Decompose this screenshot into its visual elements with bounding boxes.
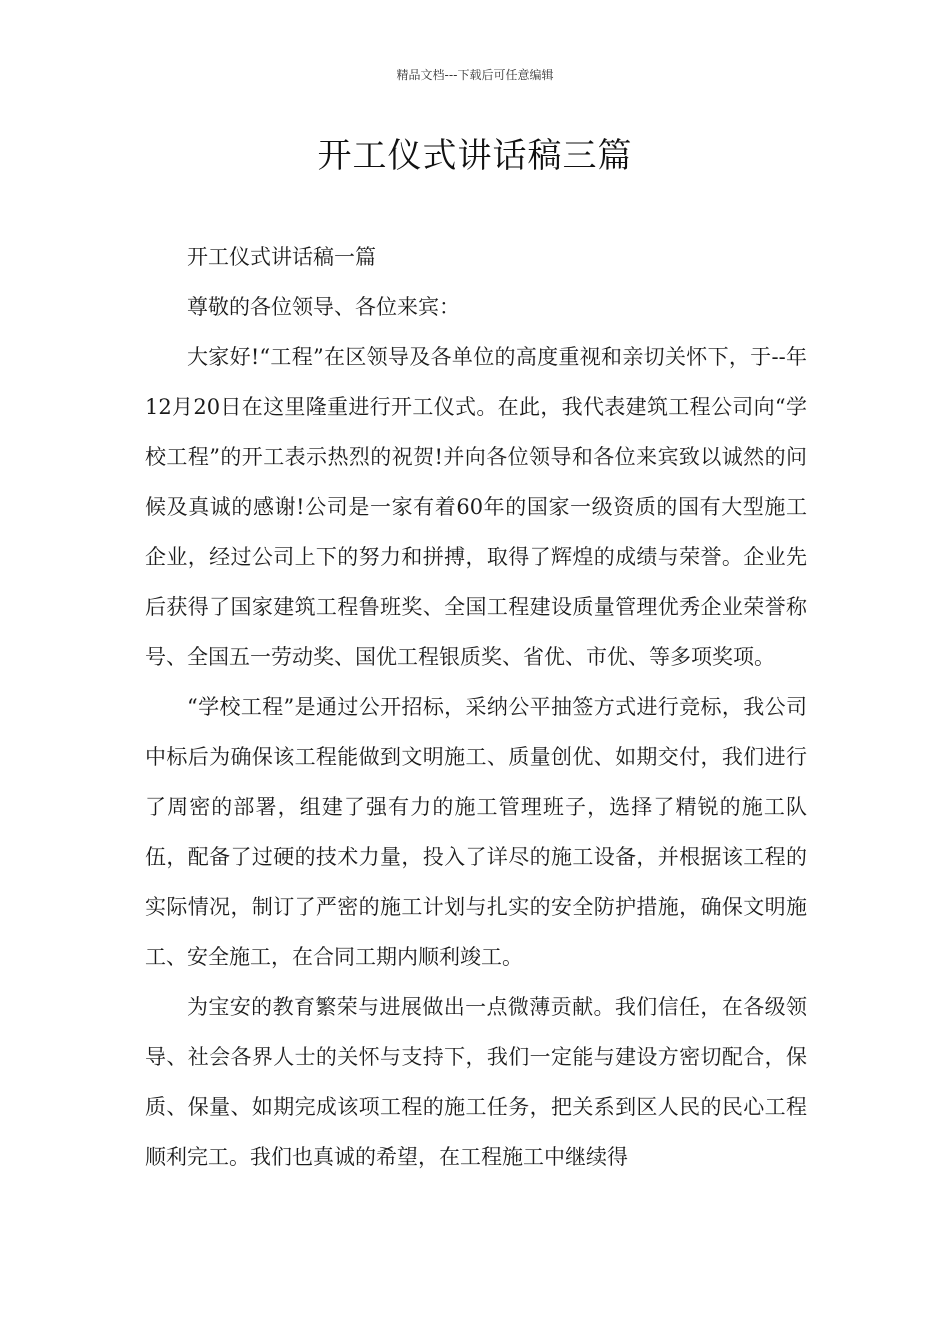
paragraph: 为宝安的教育繁荣与进展做出一点微薄贡献。我们信任，在各级领导、社会各界人士的关怀与支持下，我们一定能与建设方密切配合，保质、保量、如期完成该项工程的施工任务，把关系到区人民的民心工程顺利完工。我们也真诚的希望，在工程施工中继续得 [145,995,807,1169]
section-heading: 开工仪式讲话稿一篇 [187,245,376,269]
document-title: 开工仪式讲话稿三篇 [317,136,633,176]
header-note: 精品文档---下载后可任意编辑 [396,68,554,82]
document-body [145,232,807,1182]
paragraph: “学校工程”是通过公开招标，采纳公平抽签方式进行竞标，我公司中标后为确保该工程能做到文明施工、质量创优、如期交付，我们进行了周密的部署，组建了强有力的施工管理班子，选择了精锐的施工队伍，配备了过硬的技术力量，投入了详尽的施工设备，并根据该工程的实际情况，制订了严密的施工计划与扎实的安全防护措施，确保文明施工、安全施工，在合同工期内顺利竣工。 [145,695,807,969]
paragraph: 大家好!“工程”在区领导及各单位的高度重视和亲切关怀下，于--年12月20日在这里隆重进行开工仪式。在此，我代表建筑工程公司向“学校工程”的开工表示热烈的祝贺!并向各位领导和各位来宾致以诚然的问候及真诚的感谢!公司是一家有着60年的国家一级资质的国有大型施工企业，经过公司上下的努力和拼搏，取得了辉煌的成绩与荣誉。企业先后获得了国家建筑工程鲁班奖、全国工程建设质量管理优秀企业荣誉称号、全国五一劳动奖、国优工程银质奖、省优、市优、等多项奖项。 [145,345,807,669]
salutation: 尊敬的各位领导、各位来宾： [187,295,460,319]
